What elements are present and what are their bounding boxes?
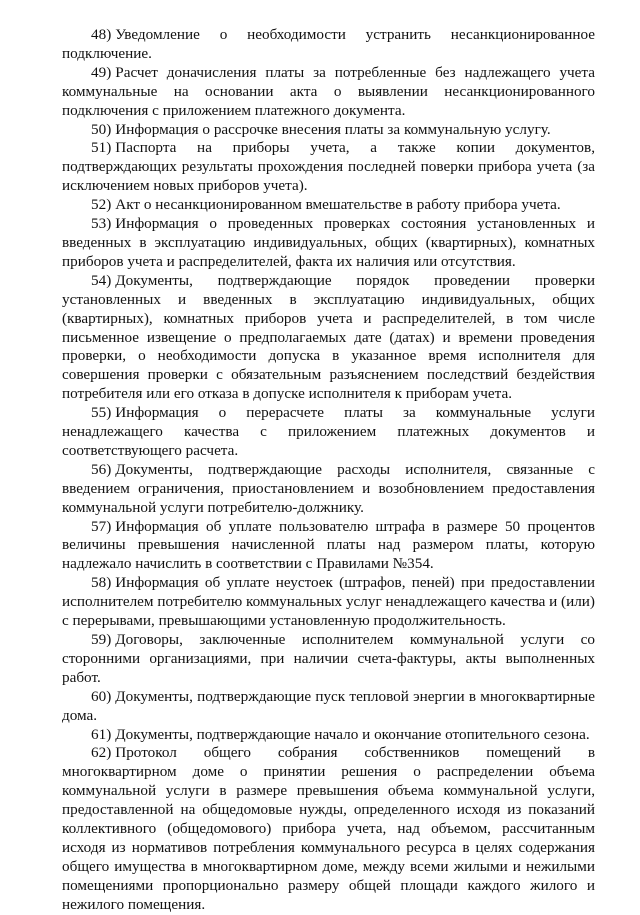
item-number: 55) — [91, 404, 112, 422]
item-text: Договоры, заключенные исполнителем коммунальной услуги со сторонними организациями, при наличии счета-фактуры, акты выполненных работ. — [62, 631, 595, 686]
item-text: Расчет доначисления платы за потребленные без надлежащего учета коммунальные на основании акта о выявлении несанкционированного подключения с приложением платежного документа. — [62, 63, 595, 119]
list-item — [62, 631, 595, 688]
item-text: Информация об уплате неустоек (штрафов, пеней) при предоставлении исполнителем потребителю коммунальных услуг ненадлежащего качества и (или) с перерывами, превышающими установленную продолжительность. — [62, 574, 595, 630]
item-text: Протокол общего собрания собственников помещений в многоквартирном доме о принятии решения о распределении объема коммунальной услуги в размере превышения объема коммунальной услуги, предоставленной на общедомовые нужды, определенного исходя из показаний коллективного (общедомового) прибора учета, над объемом, рассчитанным исходя из нормативов потребления коммунального ресурса в целях содержания общего имущества в многоквартирном доме, между всеми жилыми и нежилыми помещениями пропорционально размеру общей площади каждого жилого и нежилого помещения. — [62, 744, 595, 913]
item-text: Информация об уплате пользователю штрафа в размере 50 процентов величины превышения начисленной платы над размером платы, которую надлежало начислить в соответствии с Правилами №354. — [62, 517, 595, 573]
list-item — [62, 139, 595, 196]
item-number: 53) — [91, 215, 112, 233]
item-number: 54) — [91, 271, 112, 289]
item-text: Паспорта на приборы учета, а также копии документов, подтверждающих результаты прохождения последней поверки прибора учета (за исключением новых приборов учета). — [62, 139, 595, 195]
item-text: Информация о проведенных проверках состояния установленных и введенных в эксплуатацию индивидуальных, общих (квартирных), комнатных приборов учета и распределителей, факта их наличия или отсутствия. — [62, 215, 595, 270]
item-text: Уведомление о необходимости устранить несанкционированное подключение. — [62, 26, 595, 62]
item-text: Акт о несанкционированном вмешательстве в работу прибора учета. — [115, 196, 561, 214]
item-number: 51) — [91, 139, 112, 157]
item-number: 60) — [91, 687, 112, 705]
list-item — [62, 688, 595, 726]
item-text: Документы, подтверждающие пуск тепловой энергии в многоквартирные дома. — [62, 687, 595, 724]
list-item — [62, 121, 595, 140]
list-item — [62, 461, 595, 518]
document-page — [62, 26, 595, 915]
item-text: Документы, подтверждающие порядок проведении проверки установленных и введенных в эксплуатацию индивидуальных, общих (квартирных), комнатных приборов учета и распределителей, в том числе письменное извещение о предполагаемых дате (датах) и времени проведения проверки, о необходимости допуска в указанное время исполнителя для совершения проверки с обязательным разъяснением последствий бездействия потребителя или его отказа в допуске исполнителя к приборам учета. — [62, 271, 595, 403]
list-item — [62, 404, 595, 461]
item-number: 61) — [91, 725, 112, 743]
item-number: 62) — [91, 744, 112, 762]
list-item — [62, 574, 595, 631]
item-text: Информация о рассрочке внесения платы за коммунальную услугу. — [115, 120, 551, 138]
item-number: 49) — [91, 63, 112, 81]
item-text: Документы, подтверждающие расходы исполнителя, связанные с введением ограничения, приостановлением и возобновлением предоставления коммунальной услуги потребителю-должнику. — [62, 460, 595, 516]
list-item — [62, 26, 595, 64]
list-item — [62, 726, 595, 745]
item-number: 50) — [91, 120, 112, 138]
item-number: 52) — [91, 196, 112, 214]
item-text: Информация о перерасчете платы за коммунальные услуги ненадлежащего качества с приложением платежных документов и соответствующего расчета. — [62, 404, 595, 459]
list-item — [62, 272, 595, 404]
item-number: 57) — [91, 517, 112, 535]
list-item — [62, 64, 595, 121]
item-number: 58) — [91, 574, 112, 592]
item-number: 59) — [91, 631, 112, 648]
list-item — [62, 196, 595, 215]
list-item — [62, 744, 595, 914]
list-item — [62, 518, 595, 575]
item-number: 48) — [91, 26, 112, 43]
list-item — [62, 215, 595, 272]
item-number: 56) — [91, 460, 112, 478]
item-text: Документы, подтверждающие начало и окончание отопительного сезона. — [115, 725, 590, 743]
